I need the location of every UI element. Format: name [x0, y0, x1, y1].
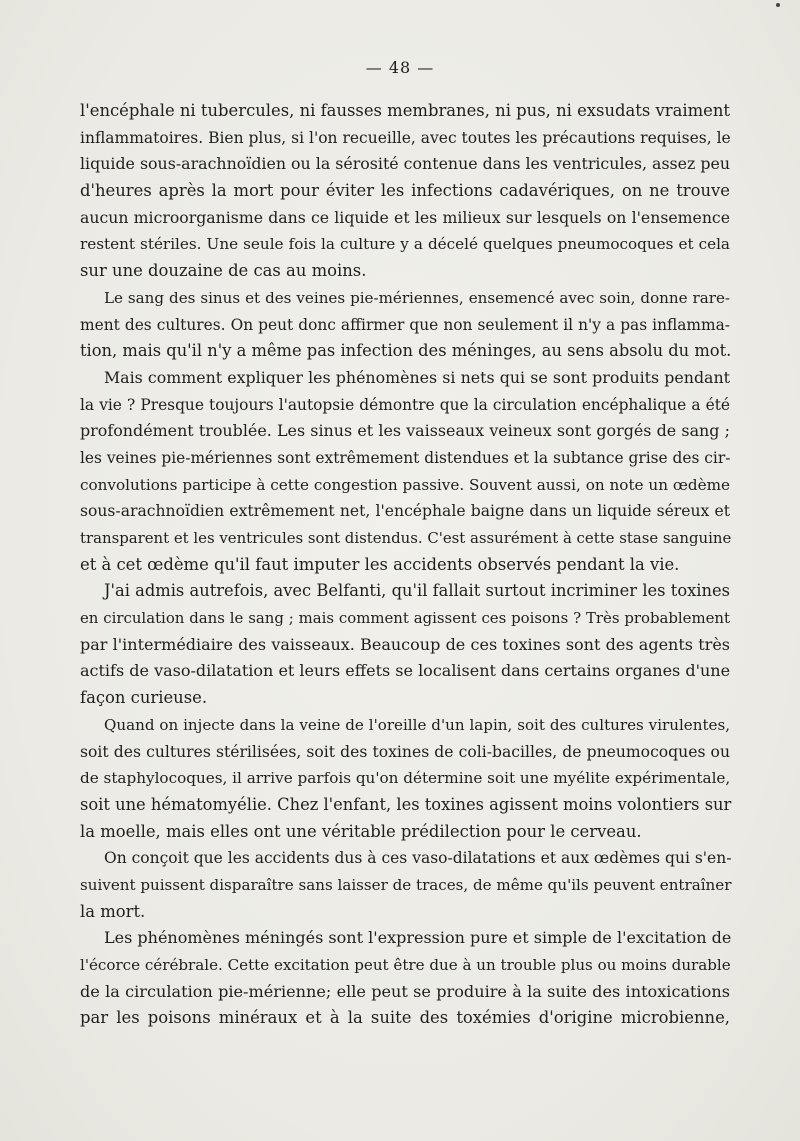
text-line: par l'intermédiaire des vaisseaux. Beaucoup de ces toxines sont des agents très	[80, 634, 730, 654]
ink-speck	[776, 3, 780, 7]
text-line: Quand on injecte dans la veine de l'oreille d'un lapin, soit des cultures virulentes,	[104, 715, 730, 734]
text-line: On conçoit que les accidents dus à ces vaso-dilatations et aux œdèmes qui s'en-	[104, 849, 732, 868]
text-line: convolutions participe à cette congestion passive. Souvent aussi, on note un œdème	[80, 475, 730, 494]
text-line: les veines pie-mériennes sont extrêmement distendues et la subtance grise des cir-	[80, 448, 731, 467]
page-number: — 48 —	[365, 58, 435, 77]
text-line: ment des cultures. On peut donc affirmer que non seulement il n'y a pas inflamma-	[80, 315, 730, 334]
text-line: restent stériles. Une seule fois la culture y a décelé quelques pneumocoques et cela	[80, 235, 730, 254]
text-line: d'heures après la mort pour éviter les infections cadavériques, on ne trouve	[80, 181, 730, 201]
text-line: l'écorce cérébrale. Cette excitation peut être due à un trouble plus ou moins durable	[80, 956, 731, 974]
text-line: J'ai admis autrefois, avec Belfanti, qu'il fallait surtout incriminer les toxines	[104, 581, 730, 601]
text-line: et à cet œdème qu'il faut imputer les accidents observés pendant la vie.	[80, 554, 680, 574]
text-line: liquide sous-arachnoïdien ou la sérosité contenue dans les ventricules, assez peu	[80, 154, 730, 174]
text-line: sous-arachnoïdien extrêmement net, l'encéphale baigne dans un liquide séreux et	[80, 502, 730, 521]
text-line: Les phénomènes méningés sont l'expression pure et simple de l'excitation de	[104, 928, 732, 948]
text-line: Le sang des sinus et des veines pie-mériennes, ensemencé avec soin, donne rare-	[104, 288, 730, 307]
text-line: de la circulation pie-mérienne; elle peut se produire à la suite des intoxications	[80, 981, 730, 1001]
text-line: profondément troublée. Les sinus et les vaisseaux veineux sont gorgés de sang ;	[80, 421, 730, 441]
text-line: transparent et les ventricules sont distendus. C'est assurément à cette stase sanguine	[80, 529, 732, 547]
text-line: de staphylocoques, il arrive parfois qu'on détermine soit une myélite expérimentale,	[80, 769, 731, 788]
text-line: la mort.	[80, 901, 146, 921]
text-line: inflammatoires. Bien plus, si l'on recueille, avec toutes les précautions requises, le	[80, 128, 731, 147]
text-line: Mais comment expliquer les phénomènes si nets qui se sont produits pendant	[104, 367, 730, 387]
text-line: suivent puissent disparaître sans laisser de traces, de même qu'ils peuvent entraîner	[80, 875, 732, 894]
text-line: façon curieuse.	[80, 688, 208, 708]
text-line: tion, mais qu'il n'y a même pas infection des méninges, au sens absolu du mot.	[80, 341, 732, 361]
text-line: aucun microorganisme dans ce liquide et les milieux sur lesquels on l'ensemence	[80, 207, 730, 227]
text-line: actifs de vaso-dilatation et leurs effets se localisent dans certains organes d'une	[80, 661, 731, 681]
text-line: l'encéphale ni tubercules, ni fausses membranes, ni pus, ni exsudats vraiment	[80, 101, 730, 120]
text-line: soit des cultures stérilisées, soit des toxines de coli-bacilles, de pneumocoques ou	[80, 742, 730, 761]
text-line: sur une douzaine de cas au moins.	[80, 261, 367, 281]
text-line: la vie ? Presque toujours l'autopsie démontre que la circulation encéphalique a été	[80, 395, 730, 414]
text-line: en circulation dans le sang ; mais comment agissent ces poisons ? Très probablement	[80, 609, 730, 628]
body-text	[80, 98, 730, 1032]
text-line: soit une hématomyélie. Chez l'enfant, les toxines agissent moins volontiers sur	[80, 794, 732, 814]
text-line: par les poisons minéraux et à la suite des toxémies d'origine microbienne,	[80, 1008, 730, 1028]
text-line: la moelle, mais elles ont une véritable prédilection pour le cerveau.	[80, 821, 642, 841]
